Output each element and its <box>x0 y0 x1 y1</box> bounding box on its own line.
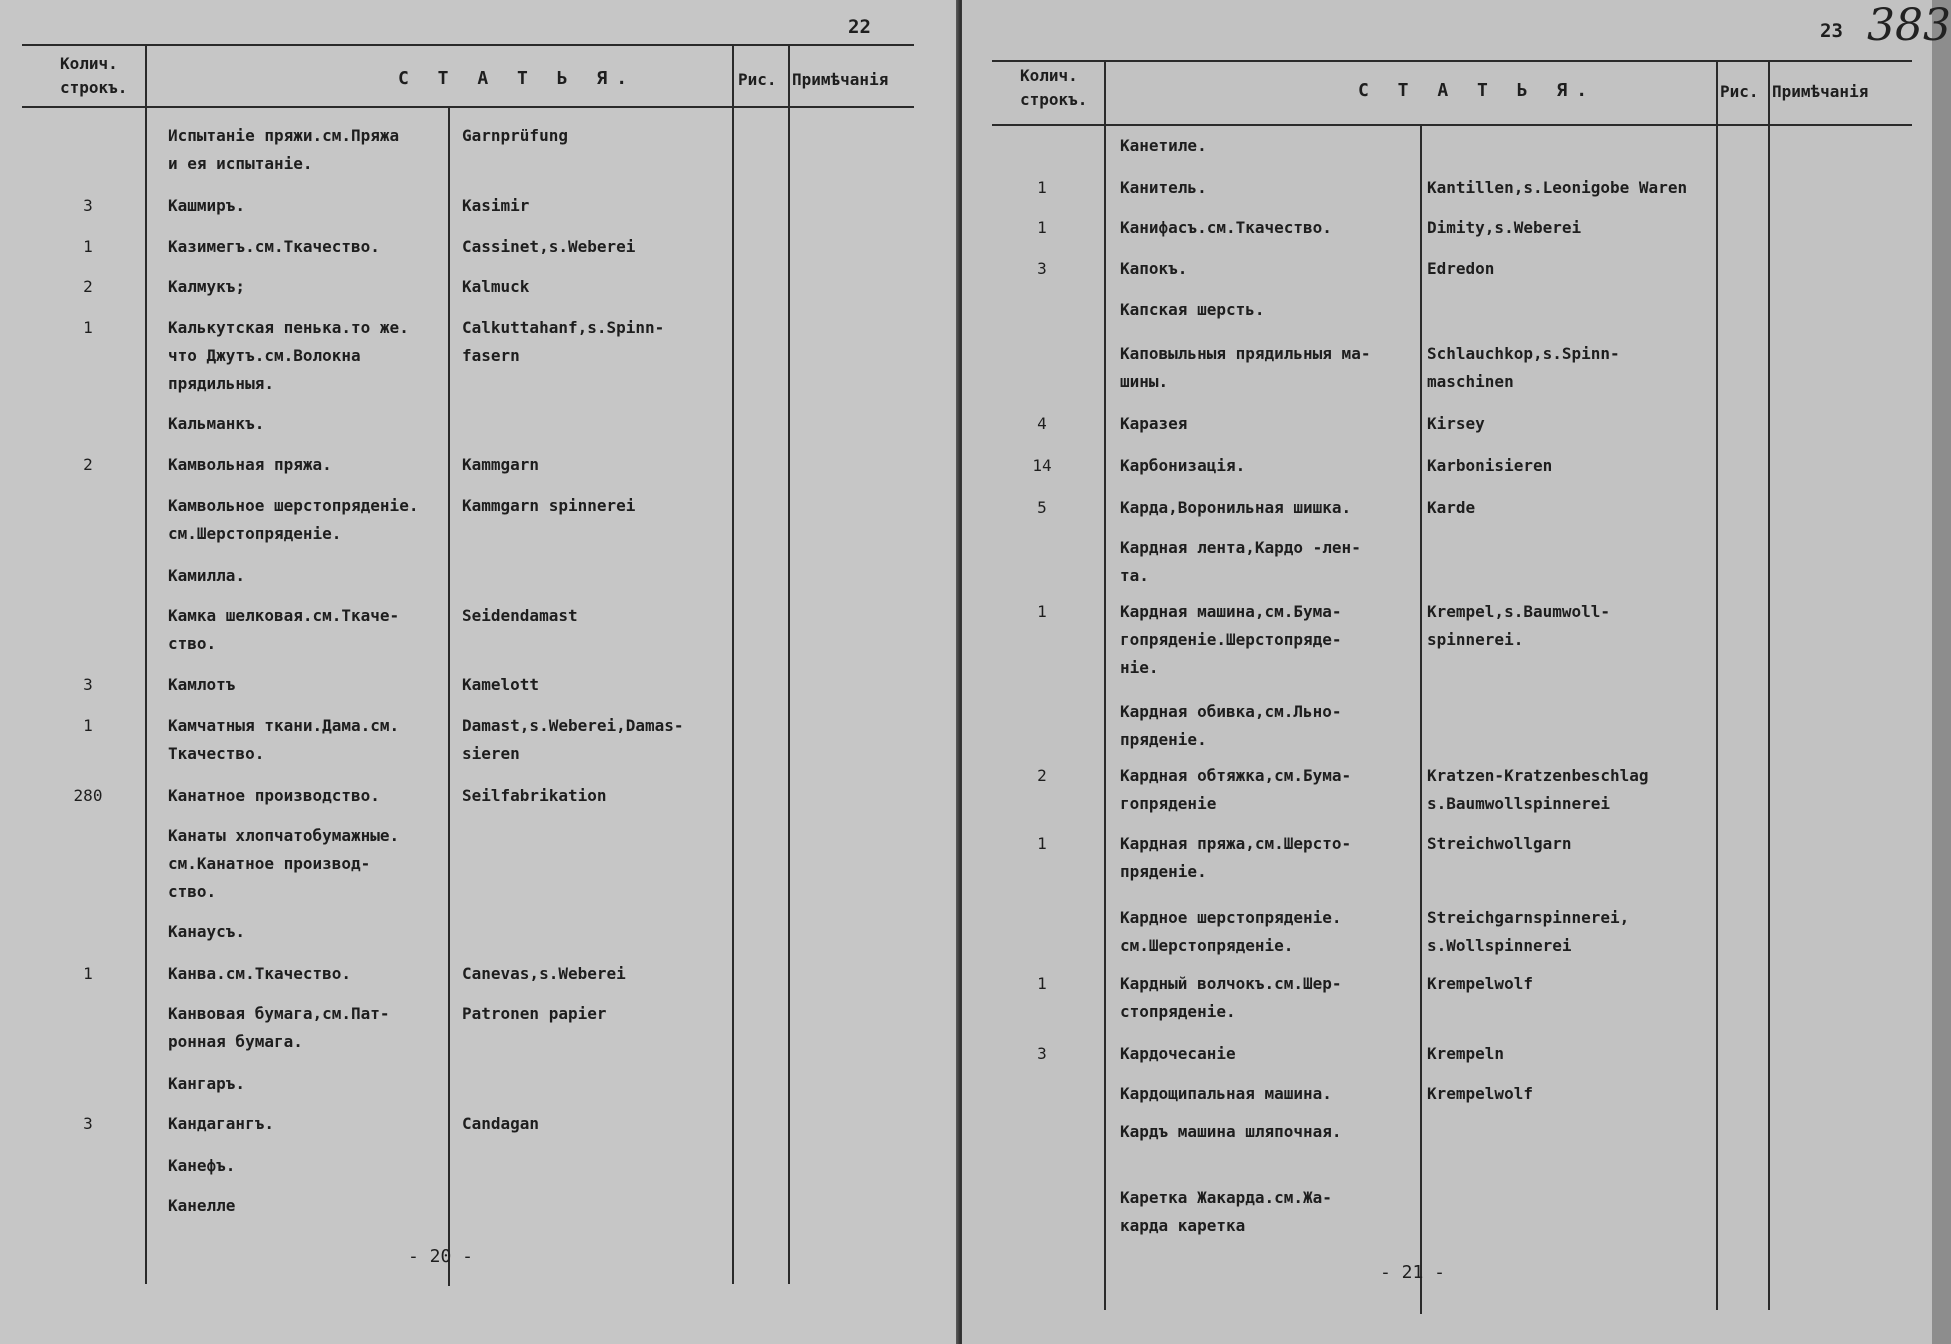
entry-count: 2 <box>83 277 93 296</box>
entry-russian-line: что Джутъ.см.Волокна <box>168 346 361 365</box>
entry-russian <box>1120 762 1351 818</box>
entry-russian <box>1120 1118 1342 1146</box>
entry-russian <box>168 273 245 301</box>
entry-russian <box>168 782 380 810</box>
entry-russian <box>1120 1184 1332 1240</box>
entry-russian-line: Испытаніе пряжи.см.Пряжа <box>168 126 400 145</box>
entry-german-line: Kratzen-Kratzenbeschlag <box>1427 766 1649 785</box>
entry-russian-line: Ткачество. <box>168 744 265 763</box>
page-number: 22 <box>848 16 871 38</box>
entry-russian <box>168 822 399 906</box>
entry-russian <box>168 192 245 220</box>
entry-russian <box>168 1110 274 1138</box>
entry-russian <box>1120 255 1187 283</box>
entry-russian-line: Капская шерсть. <box>1120 300 1265 319</box>
column-rule <box>1716 60 1718 1310</box>
entry-german-line: Krempel,s.Baumwoll- <box>1427 602 1611 621</box>
entry-german-line: spinnerei. <box>1427 630 1524 649</box>
entry-german-line: Dimity,s.Weberei <box>1427 218 1582 237</box>
entry-count: 3 <box>1037 1044 1047 1063</box>
entry-russian <box>1120 494 1351 522</box>
left-page <box>0 0 956 1344</box>
entry-german-line: Candagan <box>462 1114 540 1133</box>
table-header-rule <box>22 106 914 108</box>
header-count: Колич. строкъ. <box>60 54 128 97</box>
entry-count: 3 <box>83 1114 93 1133</box>
entry-russian-line: пряденіе. <box>1120 730 1207 749</box>
entry-russian-line: гопряденіе.Шерстопряде- <box>1120 630 1342 649</box>
entry-count: 1 <box>1037 834 1047 853</box>
column-rule <box>732 44 734 1284</box>
table-top-rule <box>992 60 1912 62</box>
entry-russian-line: Камка шелковая.см.Ткаче- <box>168 606 400 625</box>
entry-german-line: Edredon <box>1427 259 1495 278</box>
entry-count: 14 <box>1032 456 1052 475</box>
header-article: С Т А Т Ь Я. <box>1358 80 1597 101</box>
header-fig: Рис. <box>738 70 777 89</box>
entry-count: 2 <box>83 455 93 474</box>
entry-russian <box>1120 174 1207 202</box>
entry-russian-line: Канифасъ.см.Ткачество. <box>1120 218 1332 237</box>
entry-russian <box>1120 598 1342 682</box>
entry-count: 1 <box>1037 602 1047 621</box>
entry-german <box>462 602 578 630</box>
entry-russian <box>1120 410 1187 438</box>
entry-german <box>462 451 539 479</box>
entry-german-line: Seidendamast <box>462 606 578 625</box>
entry-count: 1 <box>1037 218 1047 237</box>
entry-german <box>462 960 626 988</box>
entry-russian <box>168 122 399 178</box>
entry-russian <box>1120 214 1332 242</box>
column-rule <box>1104 60 1106 1310</box>
entry-russian <box>168 1192 235 1220</box>
entry-russian-line: Камчатныя ткани.Дама.см. <box>168 716 400 735</box>
entry-russian-line: Кардная обтяжка,см.Бума- <box>1120 766 1352 785</box>
entry-russian <box>168 1152 235 1180</box>
entry-german-line: Patronen papier <box>462 1004 607 1023</box>
entry-russian <box>1120 296 1265 324</box>
entry-russian <box>168 1070 245 1098</box>
entry-german-line: Kantillen,s.Leonigobe Waren <box>1427 178 1688 197</box>
entry-russian-line: Кальманкъ. <box>168 414 265 433</box>
entry-russian-line: Канефъ. <box>168 1156 236 1175</box>
entry-german <box>462 192 529 220</box>
entry-count: 3 <box>1037 259 1047 278</box>
entry-german-line: Karbonisieren <box>1427 456 1553 475</box>
entry-german-line: Calkuttahanf,s.Spinn- <box>462 318 665 337</box>
entry-russian <box>168 960 351 988</box>
entry-russian-line: Капокъ. <box>1120 259 1188 278</box>
entry-russian-line: Казимегъ.см.Ткачество. <box>168 237 380 256</box>
entry-german-line: Kamelott <box>462 675 540 694</box>
entry-count: 1 <box>83 716 93 735</box>
entry-russian-line: пряденіе. <box>1120 862 1207 881</box>
entry-russian <box>168 233 380 261</box>
entry-russian-line: Кардная пряжа,см.Шерсто- <box>1120 834 1352 853</box>
entry-russian-line: Калмукъ; <box>168 277 246 296</box>
entry-russian-line: Карда,Воронильная шишка. <box>1120 498 1352 517</box>
column-rule <box>788 44 790 1284</box>
entry-russian <box>168 602 399 658</box>
entry-german-line: Streichwollgarn <box>1427 834 1572 853</box>
entry-german <box>462 122 568 150</box>
entry-german <box>462 1110 539 1138</box>
entry-russian <box>1120 452 1245 480</box>
entry-russian-line: Канетиле. <box>1120 136 1207 155</box>
entry-russian <box>1120 534 1361 590</box>
entry-count: 1 <box>1037 974 1047 993</box>
entry-count: 3 <box>83 675 93 694</box>
entry-russian <box>1120 698 1342 754</box>
entry-russian-line: Кангаръ. <box>168 1074 246 1093</box>
entry-russian <box>168 562 245 590</box>
header-count: Колич. строкъ. <box>1020 66 1088 109</box>
entry-russian-line: ніе. <box>1120 658 1159 677</box>
entry-german <box>1427 598 1610 654</box>
entry-russian-line: Камвольная пряжа. <box>168 455 332 474</box>
entry-russian-line: см.Шерстопряденіе. <box>168 524 342 543</box>
entry-german-line: Canevas,s.Weberei <box>462 964 626 983</box>
column-rule <box>448 106 450 1286</box>
entry-german <box>1427 904 1629 960</box>
entry-german-line: Seilfabrikation <box>462 786 607 805</box>
entry-russian <box>1120 1040 1236 1068</box>
entry-russian-line: та. <box>1120 566 1149 585</box>
entry-count: 5 <box>1037 498 1047 517</box>
entry-german-line: Streichgarnspinnerei, <box>1427 908 1630 927</box>
column-rule <box>1768 60 1770 1310</box>
entry-german-line: sieren <box>462 744 520 763</box>
entry-german-line: s.Baumwollspinnerei <box>1427 794 1611 813</box>
entry-russian-line: Камвольное шерстопряденіе. <box>168 496 419 515</box>
entry-german <box>462 492 635 520</box>
entry-german-line: Krempelwolf <box>1427 974 1533 993</box>
entry-german-line: Schlauchkop,s.Spinn- <box>1427 344 1620 363</box>
entry-count: 1 <box>83 964 93 983</box>
archive-stamp: 383 <box>1867 0 1951 51</box>
page-number: 23 <box>1820 20 1843 42</box>
entry-german-line: Kasimir <box>462 196 530 215</box>
entry-german-line: Cassinet,s.Weberei <box>462 237 636 256</box>
entry-russian-line: Кардочесаніе <box>1120 1044 1236 1063</box>
entry-german <box>1427 214 1581 242</box>
header-notes: Примѣчанія <box>1772 82 1869 101</box>
entry-russian-line: Кардъ машина шляпочная. <box>1120 1122 1342 1141</box>
entry-russian <box>1120 830 1351 886</box>
entry-german-line: maschinen <box>1427 372 1514 391</box>
entry-german <box>462 273 529 301</box>
entry-german-line: s.Wollspinnerei <box>1427 936 1572 955</box>
entry-russian <box>1120 904 1342 960</box>
entry-russian-line: прядильныя. <box>168 374 274 393</box>
entry-russian-line: Каретка Жакарда.см.Жа- <box>1120 1188 1332 1207</box>
entry-russian-line: Кардное шерстопряденіе. <box>1120 908 1342 927</box>
entry-german-line: Krempeln <box>1427 1044 1505 1063</box>
entry-russian <box>1120 340 1370 396</box>
entry-russian-line: Кашмиръ. <box>168 196 246 215</box>
entry-russian-line: Канаусъ. <box>168 922 246 941</box>
entry-german-line: Garnprüfung <box>462 126 568 145</box>
header-article: С Т А Т Ь Я. <box>398 68 637 89</box>
entry-russian-line: см.Шерстопряденіе. <box>1120 936 1294 955</box>
table-top-rule <box>22 44 914 46</box>
entry-german <box>462 782 607 810</box>
entry-russian <box>168 314 409 398</box>
entry-russian <box>168 492 418 548</box>
entry-german <box>462 314 664 370</box>
table-header-rule <box>992 124 1912 126</box>
entry-russian-line: Канаты хлопчатобумажные. <box>168 826 400 845</box>
entry-count: 3 <box>83 196 93 215</box>
entry-russian-line: Канва.см.Ткачество. <box>168 964 352 983</box>
entry-russian-line: Каразея <box>1120 414 1188 433</box>
entry-count: 1 <box>1037 178 1047 197</box>
entry-german <box>1427 830 1572 858</box>
entry-german <box>462 671 539 699</box>
entry-russian-line: стопряденіе. <box>1120 1002 1236 1021</box>
entry-russian-line: Кардная лента,Кардо -лен- <box>1120 538 1361 557</box>
header-notes: Примѣчанія <box>792 70 889 89</box>
entry-russian-line: Кардный волчокъ.см.Шер- <box>1120 974 1342 993</box>
entry-german <box>1427 452 1552 480</box>
entry-russian-line: ство. <box>168 882 217 901</box>
entry-german-line: Krempelwolf <box>1427 1084 1533 1103</box>
entry-german <box>1427 1040 1504 1068</box>
entry-russian-line: Кардная машина,см.Бума- <box>1120 602 1342 621</box>
entry-russian <box>1120 132 1207 160</box>
header-fig: Рис. <box>1720 82 1759 101</box>
entry-german <box>462 1000 607 1028</box>
folio: - 20 - <box>408 1246 474 1267</box>
entry-russian-line: Камлотъ <box>168 675 236 694</box>
entry-russian-line: гопряденіе <box>1120 794 1217 813</box>
entry-russian <box>168 712 399 768</box>
entry-count: 2 <box>1037 766 1047 785</box>
entry-russian-line: Канелле <box>168 1196 236 1215</box>
entry-russian-line: шины. <box>1120 372 1169 391</box>
entry-russian-line: Канитель. <box>1120 178 1207 197</box>
entry-russian-line: ронная бумага. <box>168 1032 303 1051</box>
entry-russian-line: см.Канатное производ- <box>168 854 371 873</box>
entry-russian-line: Канатное производство. <box>168 786 380 805</box>
entry-russian-line: Канвовая бумага,см.Пат- <box>168 1004 390 1023</box>
entry-russian-line: Камилла. <box>168 566 246 585</box>
entry-russian <box>1120 970 1342 1026</box>
entry-russian-line: Кардная обивка,см.Льно- <box>1120 702 1342 721</box>
entry-german <box>1427 970 1533 998</box>
entry-german <box>1427 494 1475 522</box>
entry-german-line: Kammgarn spinnerei <box>462 496 636 515</box>
entry-german-line: Damast,s.Weberei,Damas- <box>462 716 684 735</box>
entry-russian-line: Кандагангъ. <box>168 1114 274 1133</box>
entry-russian-line: Каповыльныя прядильныя ма- <box>1120 344 1371 363</box>
entry-german <box>1427 762 1649 818</box>
entry-german <box>462 233 635 261</box>
right-page <box>962 0 1951 1344</box>
entry-german <box>462 712 684 768</box>
entry-russian <box>1120 1080 1332 1108</box>
entry-count: 1 <box>83 237 93 256</box>
entry-russian-line: Кардощипальная машина. <box>1120 1084 1332 1103</box>
entry-german <box>1427 340 1620 396</box>
entry-russian <box>168 918 245 946</box>
entry-russian <box>168 671 235 699</box>
entry-count: 280 <box>73 786 103 805</box>
entry-russian <box>168 1000 390 1056</box>
entry-russian-line: Калькутская пенька.то же. <box>168 318 409 337</box>
entry-count: 1 <box>83 318 93 337</box>
entry-count: 4 <box>1037 414 1047 433</box>
entry-german <box>1427 1080 1533 1108</box>
entry-german-line: Kammgarn <box>462 455 540 474</box>
column-rule <box>1420 124 1422 1314</box>
entry-german <box>1427 410 1485 438</box>
folio: - 21 - <box>1380 1262 1446 1283</box>
column-rule <box>145 44 147 1284</box>
entry-german-line: fasern <box>462 346 520 365</box>
entry-german-line: Kirsey <box>1427 414 1485 433</box>
entry-german-line: Karde <box>1427 498 1476 517</box>
entry-german-line: Kalmuck <box>462 277 530 296</box>
entry-russian-line: Карбонизація. <box>1120 456 1246 475</box>
entry-russian <box>168 410 264 438</box>
entry-russian-line: ство. <box>168 634 217 653</box>
entry-russian-line: карда каретка <box>1120 1216 1246 1235</box>
entry-german <box>1427 255 1494 283</box>
entry-russian <box>168 451 332 479</box>
entry-german <box>1427 174 1687 202</box>
entry-russian-line: и ея испытаніе. <box>168 154 313 173</box>
